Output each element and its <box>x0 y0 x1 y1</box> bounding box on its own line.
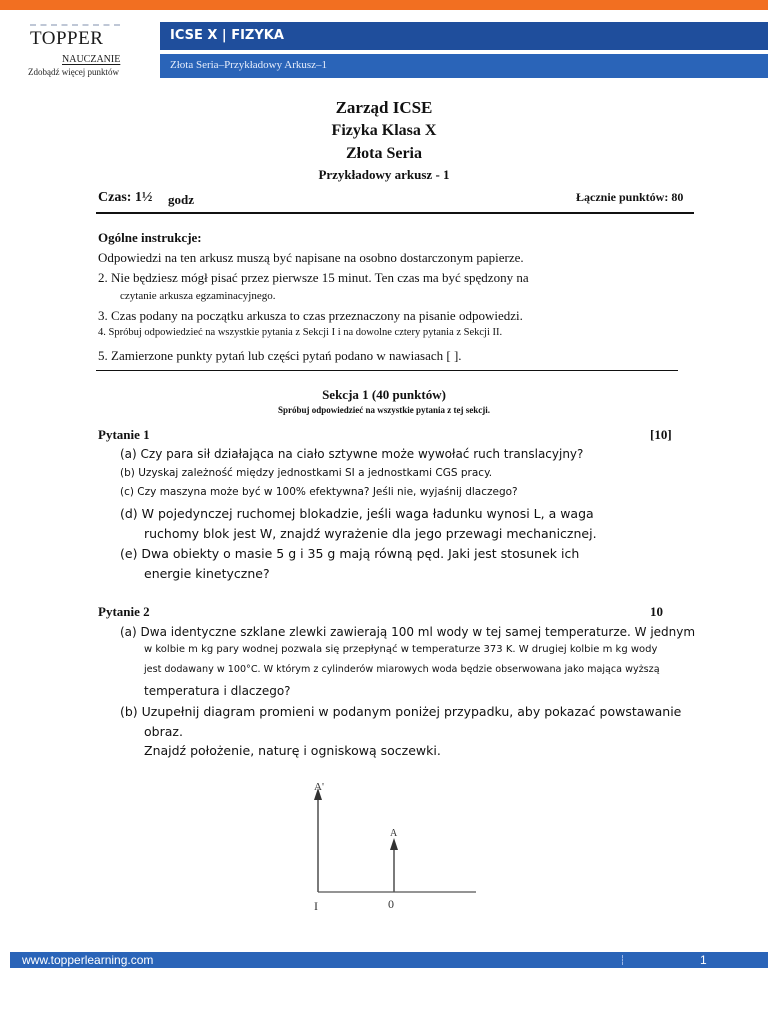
q2-part-a-line3: jest dodawany w 100°C. W którym z cylinderów miarowych woda będzie obserwowana jako mająca wyższą <box>144 664 660 675</box>
footer-url[interactable]: www.topperlearning.com <box>22 953 154 967</box>
time-unit: godz <box>168 192 194 207</box>
logo-sub-text: NAUCZANIE <box>62 54 121 65</box>
q2-part-b-line2: obraz. <box>144 724 183 739</box>
q2-part-b-line3: Znajdź położenie, naturę i ogniskową soczewki. <box>144 743 441 758</box>
series-title: Złota Seria <box>346 145 422 162</box>
q2-part-a-line2: w kolbie m kg pary wodnej pozwala się przepłynąć w temperaturze 373 K. W drugiej kolbie m kg wody <box>144 644 658 655</box>
time-label: Czas: 1½ <box>98 190 153 205</box>
header-title: ICSE X | FIZYKA <box>170 28 284 43</box>
label-a: A <box>390 828 398 839</box>
q1-part-b: (b) Uzyskaj zależność między jednostkami SI a jednostkami CGS pracy. <box>120 467 493 479</box>
q1-part-e-cont: energie kinetyczne? <box>144 566 270 581</box>
header-divider <box>96 212 694 214</box>
instruction-2: 2. Nie będziesz mógł pisać przez pierwsze 15 minut. Ten czas ma być spędzony na <box>98 270 529 285</box>
label-a-prime: A' <box>314 781 324 793</box>
logo-tagline: Zdobądź więcej punktów <box>28 67 119 77</box>
question-1-marks: [10] <box>650 427 672 442</box>
paper-title: Przykładowy arkusz - 1 <box>318 167 450 182</box>
instructions-heading: Ogólne instrukcje: <box>98 230 202 245</box>
question-2-label: Pytanie 2 <box>98 604 150 619</box>
q1-part-d-cont: ruchomy blok jest W, znajdź wyrażenie dla jego przewagi mechanicznej. <box>144 526 597 541</box>
question-2-marks: 10 <box>650 604 663 619</box>
q1-part-d: (d) W pojedynczej ruchomej blokadzie, jeśli waga ładunku wynosi L, a waga <box>120 506 594 521</box>
label-o: 0 <box>388 897 394 911</box>
instruction-2-cont: czytanie arkusza egzaminacyjnego. <box>120 290 276 302</box>
header-subtitle-bar <box>160 54 768 78</box>
q2-part-a: (a) Dwa identyczne szklane zlewki zawierają 100 ml wody w tej samej temperaturze. W jednym <box>120 625 696 639</box>
q1-part-e: (e) Dwa obiekty o masie 5 g i 35 g mają równą pęd. Jaki jest stosunek ich <box>120 546 580 561</box>
section-subheading: Spróbuj odpowiedzieć na wszystkie pytania z tej sekcji. <box>278 405 490 415</box>
q1-part-a: (a) Czy para sił działająca na ciało sztywne może wywołać ruch translacyjny? <box>120 447 584 461</box>
footer-bar <box>10 952 768 968</box>
total-marks: Łącznie punktów: 80 <box>576 190 684 204</box>
top-accent-bar <box>0 0 768 10</box>
logo-dashes <box>30 24 120 26</box>
label-i: I <box>314 899 318 913</box>
ray-diagram <box>290 780 490 915</box>
section-heading: Sekcja 1 (40 punktów) <box>322 387 446 402</box>
instructions-divider <box>96 370 678 371</box>
instruction-1: Odpowiedzi na ten arkusz muszą być napisane na osobno dostarczonym papierze. <box>98 250 524 265</box>
instruction-4: 4. Spróbuj odpowiedzieć na wszystkie pytania z Sekcji I i na dowolne cztery pytania z Sekcji II. <box>98 327 503 338</box>
q2-part-b: (b) Uzupełnij diagram promieni w podanym poniżej przypadku, aby pokazać powstawanie <box>120 704 682 719</box>
subject-title: Fizyka Klasa X <box>331 122 437 139</box>
page-number: 1 <box>700 953 707 967</box>
q1-part-c: (c) Czy maszyna może być w 100% efektywna? Jeśli nie, wyjaśnij dlaczego? <box>120 486 518 498</box>
topper-logo <box>22 22 142 82</box>
instruction-5: 5. Zamierzone punkty pytań lub części pytań podano w nawiasach [ ]. <box>98 348 462 363</box>
header-title-bar <box>160 22 768 50</box>
board-title: Zarząd ICSE <box>335 98 433 117</box>
question-1-label: Pytanie 1 <box>98 427 150 442</box>
footer-dash <box>622 955 693 965</box>
logo-main-text: TOPPER <box>30 28 104 49</box>
header-subtitle: Złota Seria–Przykładowy Arkusz–1 <box>170 59 328 71</box>
object-arrow-head <box>390 838 398 850</box>
q2-part-a-line4: temperatura i dlaczego? <box>144 684 291 698</box>
instruction-3: 3. Czas podany na początku arkusza to czas przeznaczony na pisanie odpowiedzi. <box>98 308 523 323</box>
